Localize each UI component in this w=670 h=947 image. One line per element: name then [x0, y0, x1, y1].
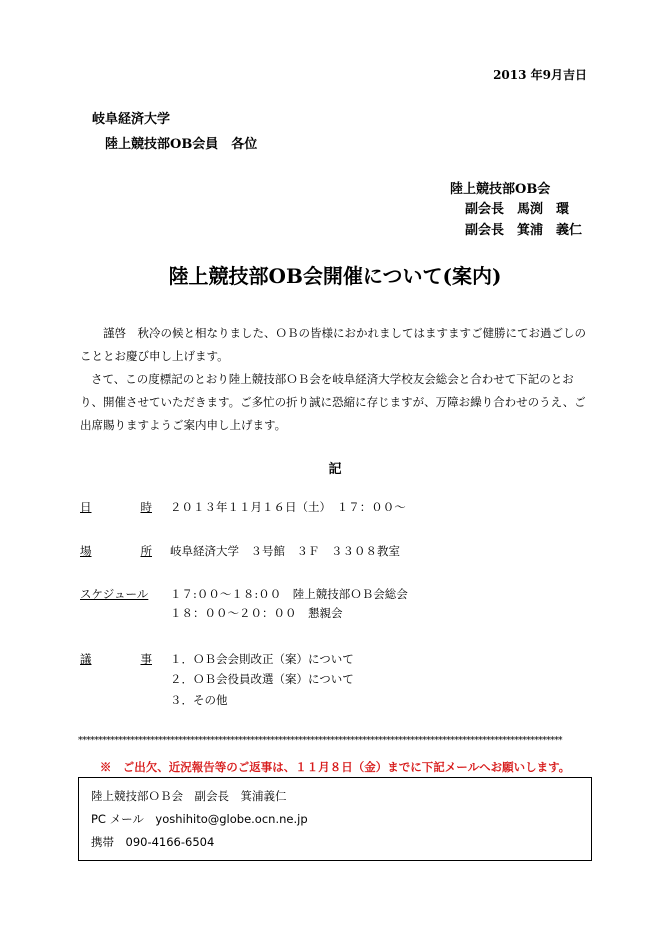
invitation-text: さて、この度標記のとおり陸上競技部ＯＢ会を岐阜経済大学校友会総会と合わせて下記のとおり、開催させていただきます。ご多忙の折り誠に恐縮に存じますが、万障お繰り合わせのうえ、ご出席賜りますようご案内申し上げます。 [80, 372, 586, 432]
agenda-item-3: ３．その他 [170, 693, 228, 707]
agenda-label-b: 事 [140, 652, 152, 666]
place-label-a: 場 [80, 544, 92, 558]
ki-heading: 記 [328, 462, 342, 477]
sender-org: 陸上競技部OB会 [450, 182, 551, 197]
separator-line: ************************************************************************************************************************* [78, 736, 562, 746]
schedule-label: スケジュール [80, 587, 149, 601]
rsvp-note: ※ ご出欠、近況報告等のご返事は、１１月８日（金）までに下記メールへお願いします。 [99, 760, 571, 774]
datetime-label-b: 時 [140, 500, 152, 514]
agenda-item-2: ２．ＯＢ会役員改選（案）について [170, 672, 354, 686]
sender-vice-president-1: 副会長 馬渕 環 [465, 202, 570, 217]
invitation-paragraph [80, 368, 596, 437]
document-date: 2013 年9月吉日 [493, 68, 587, 82]
agenda-label-a: 議 [80, 652, 92, 666]
datetime-value: ２０１３年１１月１６日（土） １７：００～ [170, 500, 406, 514]
recipient-members: 陸上競技部OB会員 各位 [105, 137, 258, 152]
document-title: 陸上競技部OB会開催について(案内) [168, 264, 502, 288]
greeting-paragraph [80, 322, 596, 368]
contact-email[interactable]: PC メール yoshihito@globe.ocn.ne.jp [91, 812, 308, 826]
contact-phone: 携帯 090-4166-6504 [91, 835, 215, 849]
agenda-label [80, 651, 152, 667]
contact-box [78, 777, 592, 861]
place-label [80, 543, 152, 559]
agenda-item-1: １．ＯＢ会会則改正（案）について [170, 652, 354, 666]
contact-name: 陸上競技部ＯＢ会 副会長 箕浦義仁 [91, 789, 287, 803]
place-value: 岐阜経済大学 ３号館 ３Ｆ ３３０８教室 [170, 544, 400, 558]
schedule-value-2: １８：００～２０：００ 懇親会 [170, 606, 343, 620]
datetime-label-a: 日 [80, 500, 92, 514]
sender-vice-president-2: 副会長 箕浦 義仁 [465, 223, 583, 238]
datetime-label [80, 499, 152, 515]
place-label-b: 所 [140, 544, 152, 558]
recipient-university: 岐阜経済大学 [92, 112, 171, 127]
schedule-value-1: １７:００～１８:００ 陸上競技部ＯＢ会総会 [170, 587, 408, 601]
greeting-text: 謹啓 秋冷の候と相なりました、ＯＢの皆様におかれましてはますますご健勝にてお過ごしのこととお慶び申し上げます。 [80, 326, 586, 363]
